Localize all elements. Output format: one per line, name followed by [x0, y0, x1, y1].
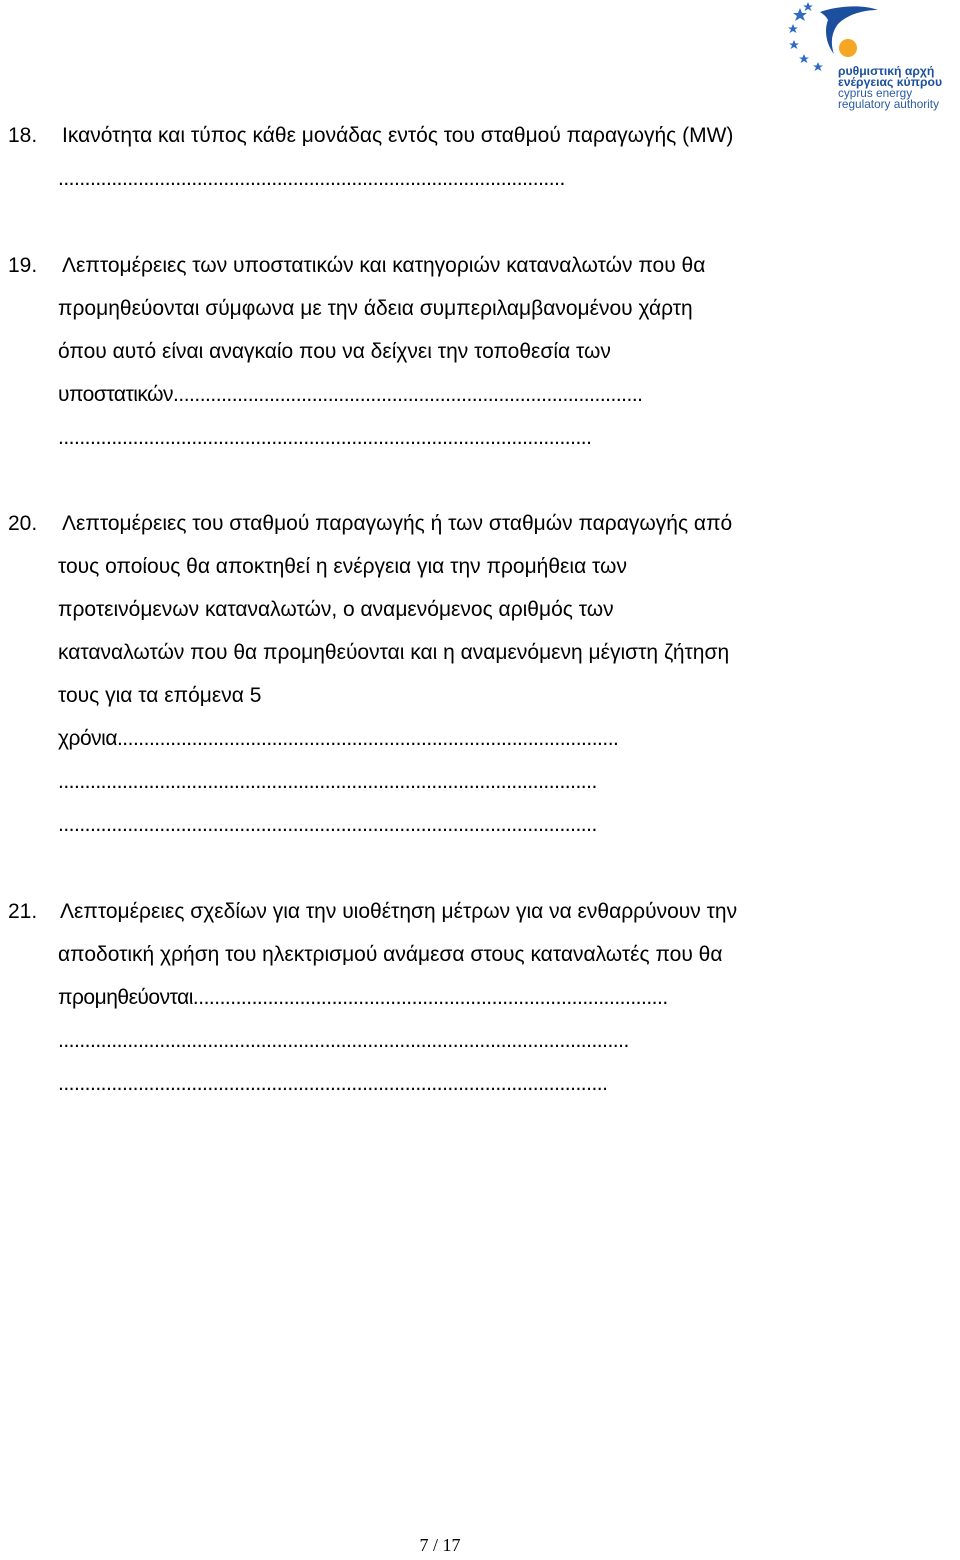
dotted-line: ....................................................................................................	[58, 426, 592, 449]
logo-text-line: cyprus energy	[838, 86, 913, 100]
logo-star	[788, 24, 798, 33]
dotted-line: .......................................................................................................	[58, 1072, 608, 1095]
dotted-line: .....................................................................................................	[58, 813, 597, 836]
item-text-line: αποδοτική χρήση του ηλεκτρισμού ανάμεσα στους καταναλωτές που θα	[58, 943, 723, 966]
cera-logo	[782, 0, 960, 122]
item-text-line: υποστατικών........................................................................................	[58, 383, 643, 406]
item-number: 21.	[8, 900, 38, 923]
logo-emblem-icon	[782, 0, 882, 72]
logo-text-line: regulatory authority	[838, 97, 939, 111]
item-number: 18.	[8, 124, 38, 147]
logo-sun	[839, 39, 857, 57]
item-text-line: προτεινόμενων καταναλωτών, ο αναμενόμενος αριθμός των	[58, 598, 614, 621]
logo-star	[789, 40, 799, 49]
item-text-line: τους οποίους θα αποκτηθεί η ενέργεια για την προμήθεια των	[58, 555, 627, 578]
item-text-line: καταναλωτών που θα προμηθεύονται και η αναμενόμενη μέγιστη ζήτηση	[58, 641, 730, 664]
dotted-line: ...............................................................................................	[58, 167, 565, 190]
item-number: 19.	[8, 254, 38, 277]
logo-text-line: ρυθμιστική αρχή	[838, 64, 935, 78]
item-text-line: Ικανότητα και τύπος κάθε μονάδας εντός του σταθμού παραγωγής (MW)	[62, 124, 734, 147]
item-text-line: προμηθεύονται σύμφωνα με την άδεια συμπεριλαμβανομένου χάρτη	[58, 297, 693, 320]
dotted-line: ...........................................................................................................	[58, 1029, 629, 1052]
dotted-line: .....................................................................................................	[58, 770, 597, 793]
logo-star	[803, 2, 813, 11]
logo-star	[793, 8, 807, 21]
item-text-line: Λεπτομέρειες του σταθμού παραγωγής ή των σταθμών παραγωγής από	[62, 512, 733, 535]
logo-star	[813, 62, 823, 71]
item-text-line: χρόνια..............................................................................................	[58, 727, 619, 750]
item-number: 20.	[8, 512, 38, 535]
logo-text-line: ενέργειας κύπρου	[838, 75, 943, 89]
item-text-line: προμηθεύονται.........................................................................................	[58, 986, 668, 1009]
item-text-line: όπου αυτό είναι αναγκαίο που να δείχνει την τοποθεσία των	[58, 340, 611, 363]
item-text-line: Λεπτομέρειες σχεδίων για την υιοθέτηση μέτρων για να ενθαρρύνουν την	[60, 900, 738, 923]
item-text-line: Λεπτομέρειες των υποστατικών και κατηγοριών καταναλωτών που θα	[62, 254, 706, 277]
page-number: 7 / 17	[419, 1535, 461, 1555]
logo-star	[799, 54, 809, 63]
logo-text	[838, 66, 960, 110]
item-text-line: τους για τα επόμενα 5	[58, 684, 262, 707]
